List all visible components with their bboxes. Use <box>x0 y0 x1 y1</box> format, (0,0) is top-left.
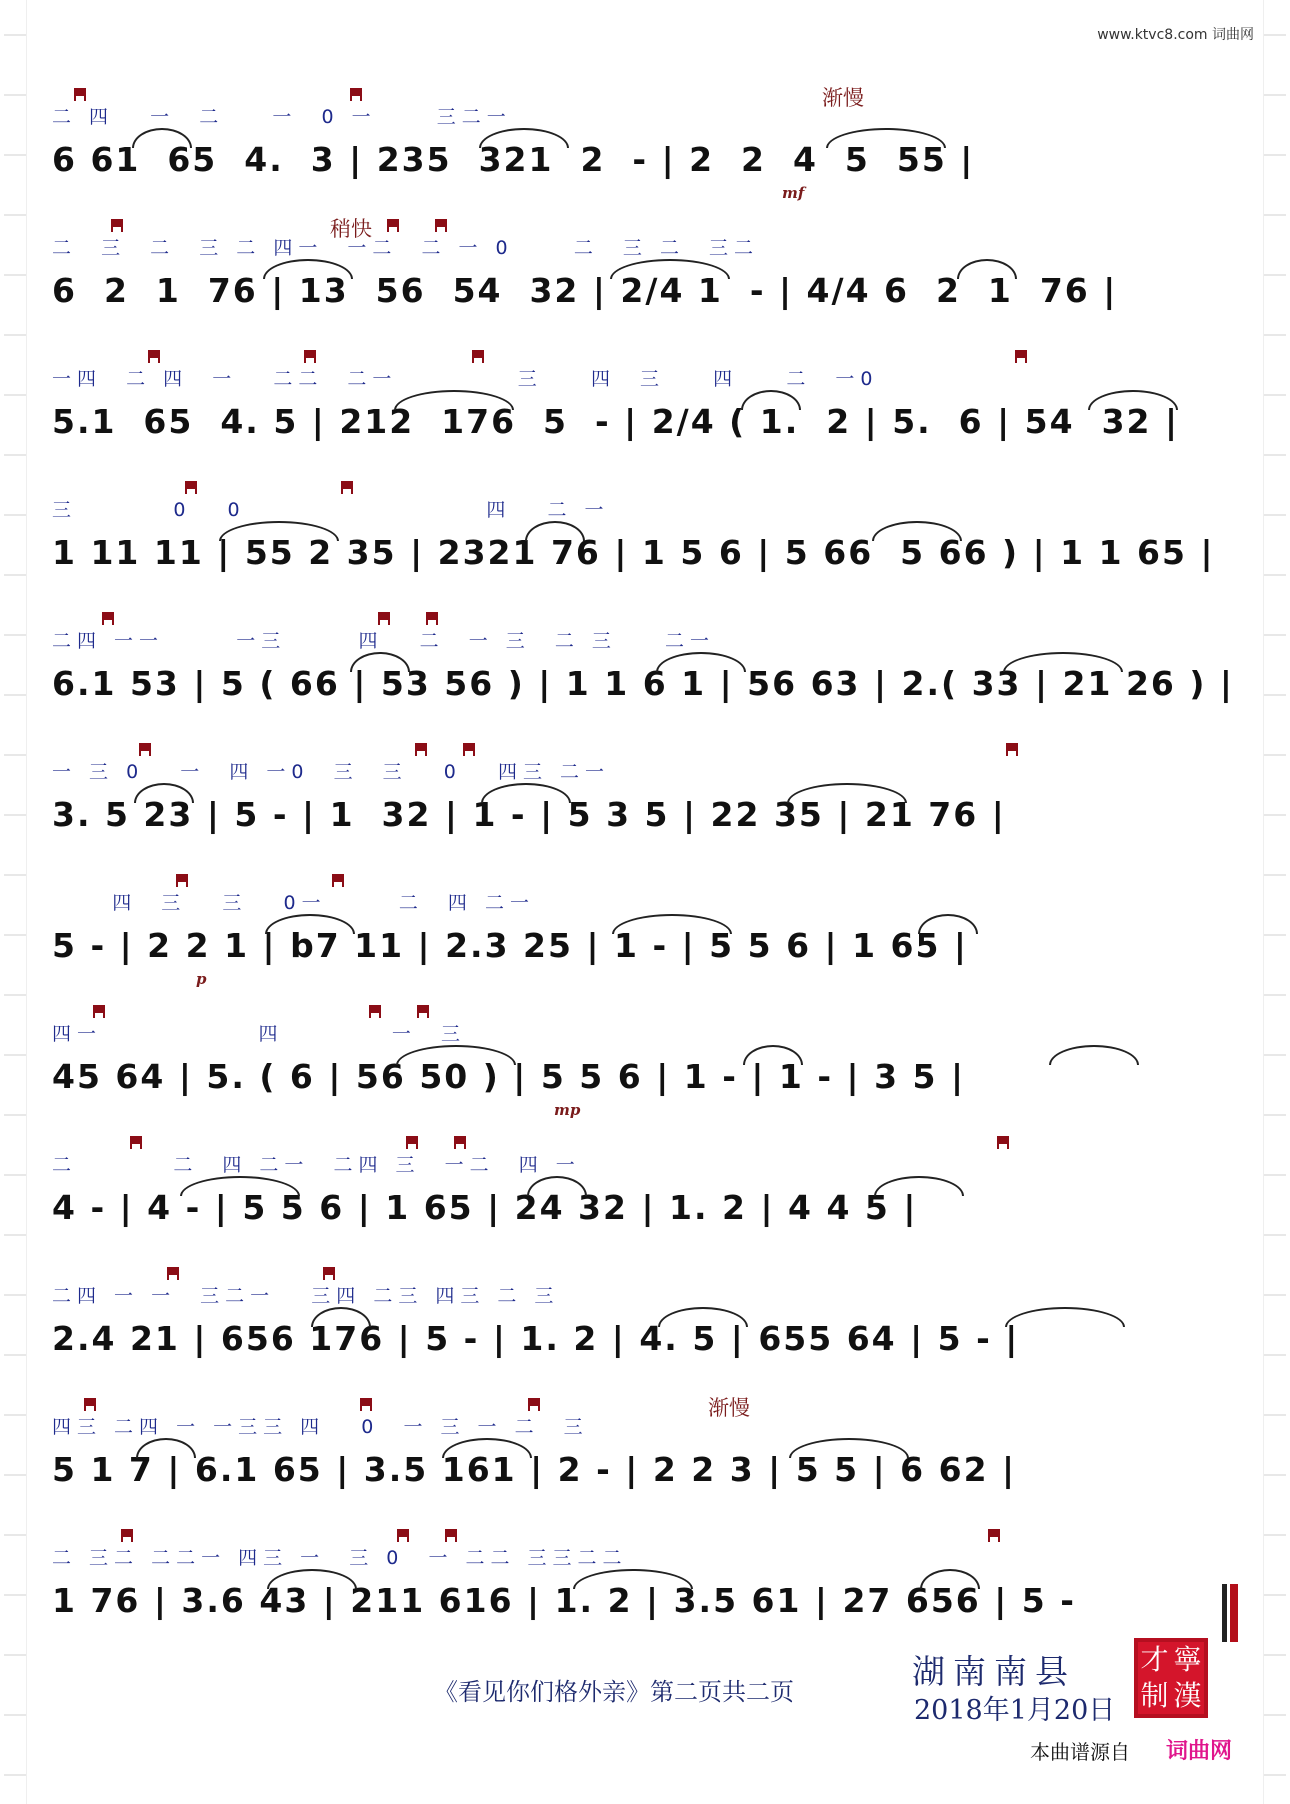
jianpu-notes-row: 45 64 | 5. ( 6 | 56 50 ) | 5 5 6 | 1 - | 1 - | 3 5 | <box>52 1057 966 1096</box>
notation-system <box>52 1005 1242 1136</box>
down-bow-mark <box>445 1529 457 1542</box>
slur-arc <box>350 652 410 672</box>
down-bow-mark <box>93 1005 105 1018</box>
slur-arc <box>219 521 339 541</box>
slur-arc <box>612 914 732 934</box>
jianpu-notes-row: 1 11 11 | 55 2 35 | 2321 76 | 1 5 6 | 5 66 5 66 ) | 1 1 65 | <box>52 533 1215 572</box>
down-bow-mark <box>369 1005 381 1018</box>
down-bow-mark <box>997 1136 1009 1149</box>
slur-arc <box>1005 1307 1125 1327</box>
jianpu-notes-row: 4 - | 4 - | 5 5 6 | 1 65 | 24 32 | 1. 2 | 4 4 5 | <box>52 1188 918 1227</box>
tempo-marking: 渐慢 <box>822 86 864 110</box>
notation-system <box>52 481 1242 612</box>
notation-system <box>52 874 1242 1005</box>
fingering-row: 二 三二 二二一 四三 一 三 0 一 二二 三三二二 <box>52 1547 628 1569</box>
down-bow-mark <box>84 1398 96 1411</box>
slur-arc <box>573 1569 693 1589</box>
jianpu-notes-row: 1 76 | 3.6 43 | 211 616 | 1. 2 | 3.5 61 | 27 656 | 5 - <box>52 1581 1076 1620</box>
down-bow-mark <box>378 612 390 625</box>
fingering-row: 二四 一一 一三 四 二 一 三 二 三 二一 <box>52 630 716 652</box>
down-bow-mark <box>417 1005 429 1018</box>
slur-arc <box>874 1176 964 1196</box>
seal-char: 寧 <box>1173 1643 1202 1676</box>
down-bow-mark <box>102 612 114 625</box>
slur-arc <box>957 259 1017 279</box>
slur-arc <box>263 259 353 279</box>
jianpu-notes-row: 2.4 21 | 656 176 | 5 - | 1. 2 | 4. 5 | 655 64 | 5 - | <box>52 1319 1020 1358</box>
slur-arc <box>136 1438 196 1458</box>
slur-arc <box>826 128 946 148</box>
seal-char: 漢 <box>1173 1679 1202 1712</box>
down-bow-mark <box>350 88 362 101</box>
dynamic-marking: mp <box>554 1101 581 1119</box>
slur-arc <box>267 1569 357 1589</box>
down-bow-mark <box>121 1529 133 1542</box>
slur-arc <box>527 1176 587 1196</box>
right-watermark-strip <box>1263 0 1286 1804</box>
seal-char: 才 <box>1140 1643 1169 1676</box>
down-bow-mark <box>463 743 475 756</box>
transcription-date: 2018年1月20日 <box>914 1695 1116 1726</box>
notation-system <box>52 1529 1242 1660</box>
source-label: 本曲谱源自 <box>1030 1740 1130 1764</box>
slur-arc <box>918 914 978 934</box>
slur-arc <box>789 1438 909 1458</box>
score-footer-title: 《看见你们格外亲》第二页共二页 <box>434 1678 794 1706</box>
slur-arc <box>525 521 585 541</box>
fingering-row: 四 三 三 0一 二 四 二一 <box>52 892 535 914</box>
jianpu-notes-row: 6.1 53 | 5 ( 66 | 53 56 ) | 1 1 6 1 | 56 63 | 2.( 33 | 21 26 ) | <box>52 664 1234 703</box>
fingering-row: 四一 四 一 三 <box>52 1023 466 1045</box>
transcriber-location: 湖南南县 <box>912 1652 1076 1691</box>
dynamic-marking: mf <box>782 184 805 202</box>
fingering-row: 一四 二 四 一 二二 二一 三 四 三 四 二 一0 <box>52 368 879 390</box>
down-bow-mark <box>304 350 316 363</box>
dynamic-marking: p <box>196 970 207 988</box>
slur-arc <box>1003 652 1123 672</box>
red-seal <box>1134 1638 1208 1718</box>
down-bow-mark <box>472 350 484 363</box>
tempo-marking: 稍快 <box>330 217 372 241</box>
slur-arc <box>610 259 730 279</box>
notation-system <box>52 219 1242 350</box>
down-bow-mark <box>1015 350 1027 363</box>
slur-arc <box>442 1438 532 1458</box>
fingering-row: 二四 一 一 三二一 三四 二三 四三 二 三 <box>52 1285 560 1307</box>
jianpu-notes-row: 6 2 1 76 | 13 56 54 32 | 2/4 1 - | 4/4 6 2 1 76 | <box>52 271 1118 310</box>
final-barline <box>1227 1584 1238 1642</box>
notation-system <box>52 350 1242 481</box>
slur-arc <box>132 128 192 148</box>
down-bow-mark <box>148 350 160 363</box>
down-bow-mark <box>332 874 344 887</box>
jianpu-notes-row: 5 - | 2 2 1 | b7 11 | 2.3 25 | 1 - | 5 5 6 | 1 65 | <box>52 926 968 965</box>
slur-arc <box>180 1176 300 1196</box>
down-bow-mark <box>406 1136 418 1149</box>
fingering-row: 二 二 四 二一 二四 三 一二 四 一 <box>52 1154 581 1176</box>
down-bow-mark <box>426 612 438 625</box>
down-bow-mark <box>167 1267 179 1280</box>
down-bow-mark <box>74 88 86 101</box>
slur-arc <box>265 914 355 934</box>
slur-arc <box>1049 1045 1139 1065</box>
down-bow-mark <box>111 219 123 232</box>
site-header-text: www.ktvc8.com 词曲网 <box>1097 27 1254 43</box>
score-body <box>52 88 1242 1660</box>
notation-system <box>52 743 1242 874</box>
slur-arc <box>920 1569 980 1589</box>
down-bow-mark <box>528 1398 540 1411</box>
slur-arc <box>479 128 569 148</box>
jianpu-notes-row: 5.1 65 4. 5 | 212 176 5 - | 2/4 ( 1. 2 | 5. 6 | 54 32 | <box>52 402 1180 441</box>
fingering-row: 三 0 0 四 二 一 <box>52 499 610 521</box>
slur-arc <box>1088 390 1178 410</box>
fingering-row: 四三 二四 一 一三三 四 0 一 三 一 二 三 <box>52 1416 589 1438</box>
seal-char: 制 <box>1140 1679 1169 1712</box>
down-bow-mark <box>139 743 151 756</box>
source-site-link[interactable]: 词曲网 <box>1166 1739 1233 1764</box>
down-bow-mark <box>130 1136 142 1149</box>
notation-system <box>52 1267 1242 1398</box>
fingering-row: 一 三 0 一 四 一0 三 三 0 四三 二一 <box>52 761 611 783</box>
slur-arc <box>394 390 514 410</box>
notation-system <box>52 1136 1242 1267</box>
down-bow-mark <box>360 1398 372 1411</box>
down-bow-mark <box>397 1529 409 1542</box>
notation-system <box>52 612 1242 743</box>
slur-arc <box>481 783 571 803</box>
jianpu-notes-row: 5 1 7 | 6.1 65 | 3.5 161 | 2 - | 2 2 3 | 5 5 | 6 62 | <box>52 1450 1017 1489</box>
jianpu-notes-row: 6 61 65 4. 3 | 235 321 2 - | 2 2 4 5 55 | <box>52 140 975 179</box>
down-bow-mark <box>415 743 427 756</box>
fingering-row: 二 四 一 二 一 0 一 三二一 <box>52 106 512 128</box>
down-bow-mark <box>1006 743 1018 756</box>
slur-arc <box>311 1307 371 1327</box>
down-bow-mark <box>341 481 353 494</box>
slur-arc <box>134 783 194 803</box>
notation-system <box>52 88 1242 219</box>
down-bow-mark <box>435 219 447 232</box>
down-bow-mark <box>176 874 188 887</box>
slur-arc <box>658 1307 748 1327</box>
down-bow-mark <box>185 481 197 494</box>
slur-arc <box>872 521 962 541</box>
slur-arc <box>656 652 746 672</box>
tempo-marking: 渐慢 <box>708 1396 750 1420</box>
notation-system <box>52 1398 1242 1529</box>
fingering-row: 二 三 二 三 二 四一 一二 二 一 0 二 三 二 三二 <box>52 237 760 259</box>
down-bow-mark <box>988 1529 1000 1542</box>
down-bow-mark <box>454 1136 466 1149</box>
down-bow-mark <box>387 219 399 232</box>
left-watermark-strip <box>4 0 27 1804</box>
slur-arc <box>787 783 907 803</box>
slur-arc <box>743 1045 803 1065</box>
down-bow-mark <box>323 1267 335 1280</box>
slur-arc <box>396 1045 516 1065</box>
jianpu-notes-row: 3. 5 23 | 5 - | 1 32 | 1 - | 5 3 5 | 22 35 | 21 76 | <box>52 795 1006 834</box>
slur-arc <box>741 390 801 410</box>
